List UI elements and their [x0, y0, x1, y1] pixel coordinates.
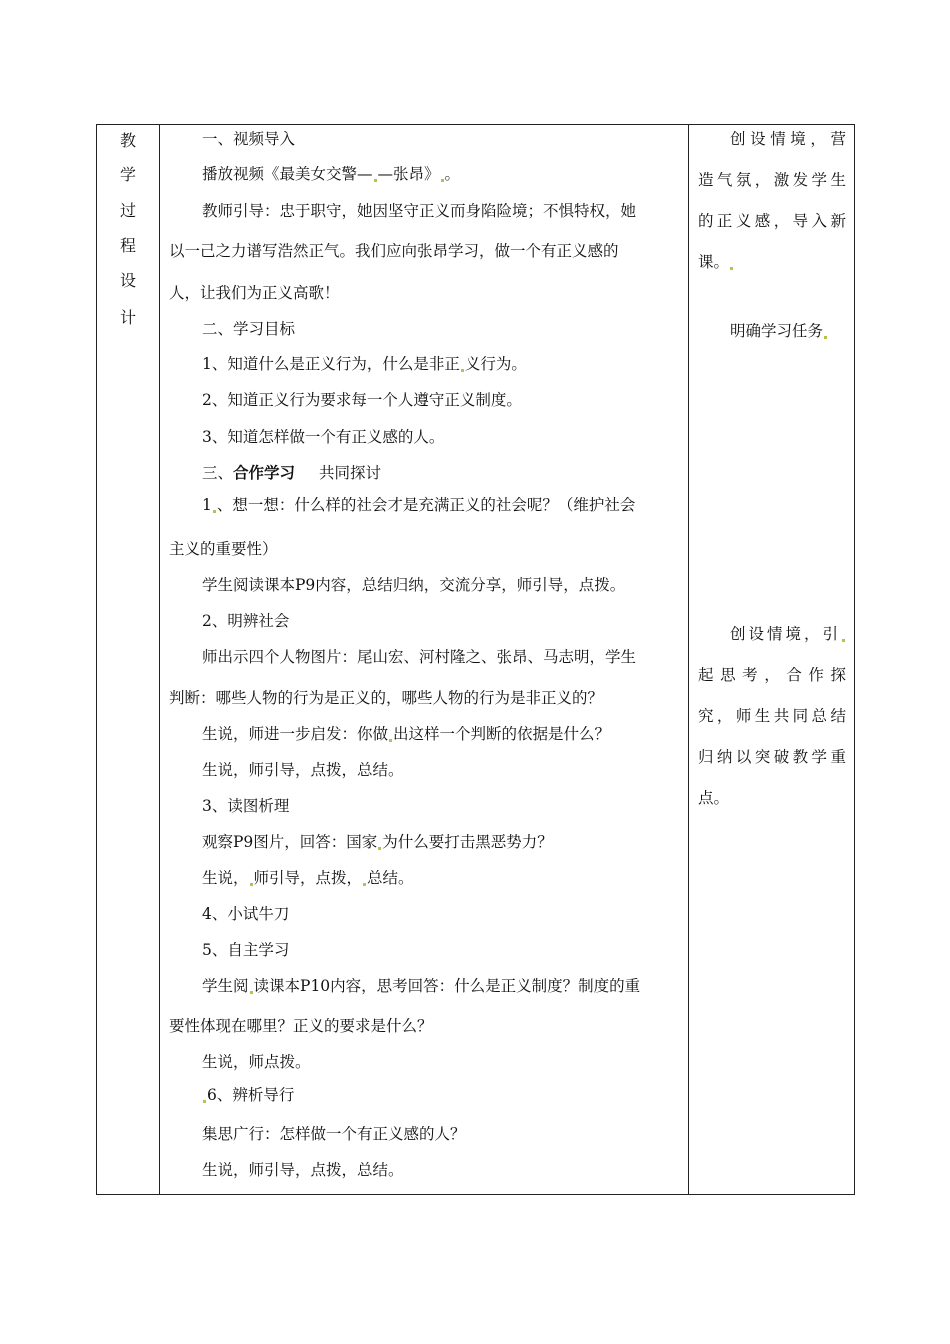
mark-dot	[250, 991, 253, 994]
mark-dot	[213, 510, 216, 513]
mark-dot	[250, 883, 253, 886]
note-line: 课。	[698, 251, 846, 273]
note-line: 创设情境，营	[730, 130, 846, 148]
section-title: 一、视频导入	[202, 130, 296, 148]
section-title: 6、辨析导行	[202, 1084, 294, 1106]
mark-dot	[378, 847, 381, 850]
note-line: 起思考，合作探	[698, 666, 846, 684]
section-title: 2、明辨社会	[202, 612, 290, 630]
section-label-char: 教	[119, 131, 136, 150]
section-label-char: 设	[119, 271, 136, 290]
mark-dot	[824, 336, 827, 339]
paragraph: 判断：哪些人物的行为是正义的，哪些人物的行为是非正义的？	[169, 689, 604, 707]
note-line: 的正义感，导入新	[698, 212, 846, 230]
section-title: 三、合作学习 共同探讨	[202, 463, 382, 482]
section-title: 4、小试牛刀	[202, 905, 290, 923]
paragraph: 学生阅读课本P9内容，总结归纳，交流分享，师引导，点拨。	[202, 576, 626, 594]
note-line: 创设情境，引	[698, 623, 846, 645]
paragraph: 1 、想一想：什么样的社会才是充满正义的社会呢？（维护社会	[202, 496, 636, 514]
mark-dot	[203, 1100, 206, 1103]
paragraph: 生说，师引导，点拨，总结。	[202, 761, 404, 779]
note-line: 明确学习任务	[698, 320, 846, 342]
column-divider	[688, 125, 689, 1194]
note-line: 造气氛，激发学生	[698, 171, 846, 189]
paragraph: 人，让我们为正义高歌！	[169, 284, 340, 302]
paragraph: 生说， 师引导，点拨， 总结。	[202, 869, 414, 887]
column-divider	[159, 125, 160, 1194]
list-item: 3、知道怎样做一个有正义感的人。	[202, 428, 445, 446]
paragraph: 生说，师进一步启发：你做 出这样一个判断的依据是什么？	[202, 725, 611, 743]
section-label-char: 程	[119, 236, 136, 255]
paragraph: 观察P9图片，回答：国家 为什么要打击黑恶势力？	[202, 833, 553, 851]
section-label-char: 计	[119, 308, 136, 327]
paragraph: 生说，师引导，点拨，总结。	[202, 1161, 404, 1179]
mark-dot	[461, 369, 464, 372]
mark-dot	[374, 179, 377, 182]
paragraph: 师出示四个人物图片：尾山宏、河村隆之、张昂、马志明，学生	[202, 648, 637, 666]
note-line: 点。	[698, 789, 730, 807]
paragraph: 要性体现在哪里？正义的要求是什么？	[169, 1017, 433, 1035]
paragraph: 生说，师点拨。	[202, 1053, 311, 1071]
note-line: 究，师生共同总结	[698, 707, 846, 725]
note-line: 归纳以突破教学重	[698, 748, 846, 766]
paragraph: 播放视频《最美女交警— —张昂》 。	[202, 165, 461, 183]
mark-dot	[842, 639, 845, 642]
section-title: 二、学习目标	[202, 320, 296, 338]
list-item: 1、知道什么是正义行为，什么是非正 义行为。	[202, 355, 527, 373]
list-item: 2、知道正义行为要求每一个人遵守正义制度。	[202, 391, 522, 409]
mark-dot	[730, 267, 733, 270]
paragraph: 集思广行：怎样做一个有正义感的人？	[202, 1125, 466, 1143]
paragraph: 教师引导：忠于职守，她因坚守正义而身陷险境；不惧特权，她	[202, 202, 637, 220]
mark-dot	[389, 739, 392, 742]
section-title: 5、自主学习	[202, 941, 290, 959]
section-title: 3、读图析理	[202, 797, 290, 815]
mark-dot	[441, 179, 444, 182]
paragraph: 以一己之力谱写浩然正气。我们应向张昂学习，做一个有正义感的	[169, 242, 619, 260]
section-label-char: 学	[119, 165, 136, 184]
lesson-table	[96, 124, 855, 1195]
mark-dot	[363, 883, 366, 886]
paragraph: 学生阅 读课本P10内容，思考回答：什么是正义制度？制度的重	[202, 977, 641, 995]
paragraph: 主义的重要性）	[169, 540, 278, 558]
section-label-char: 过	[119, 201, 136, 220]
